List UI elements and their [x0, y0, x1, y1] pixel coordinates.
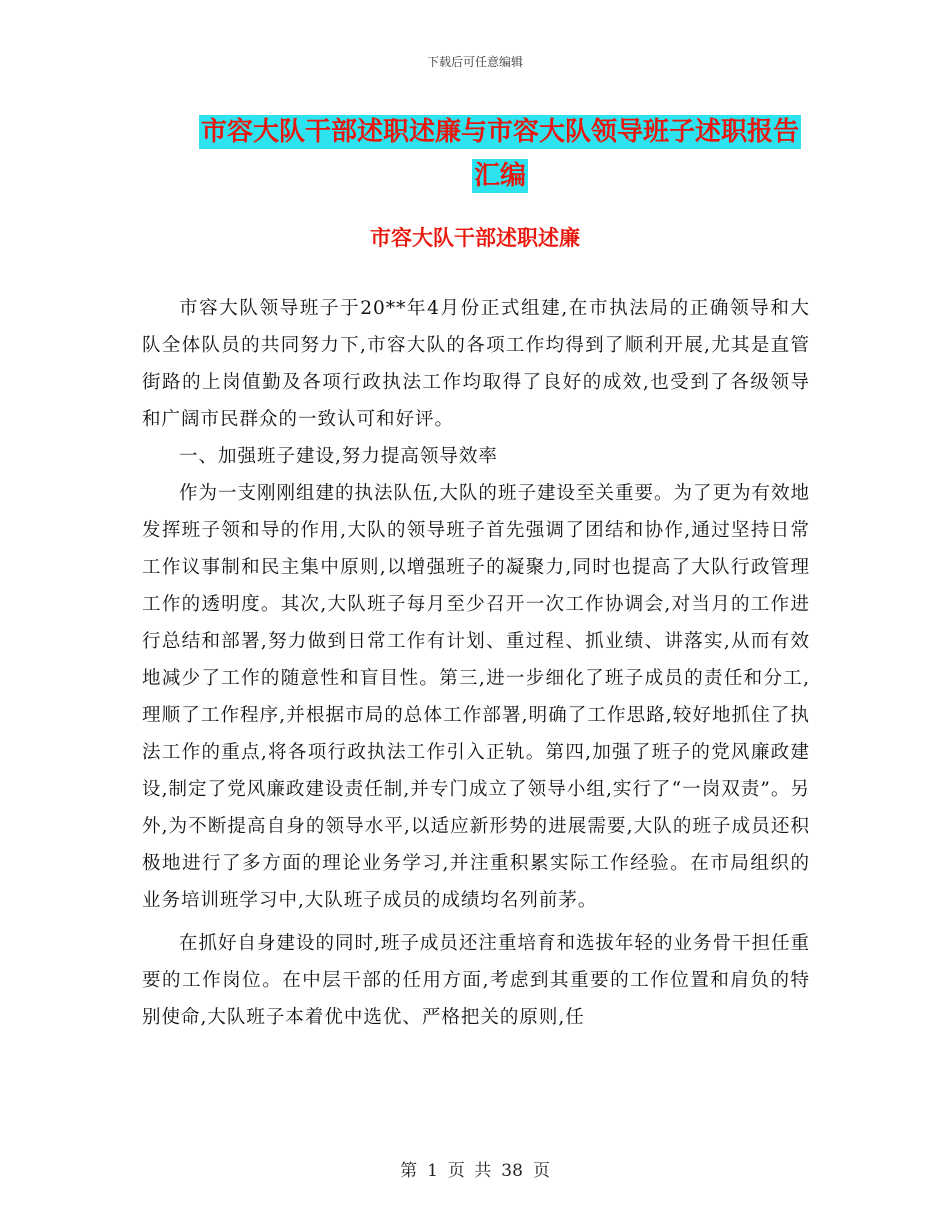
paragraph-heading-1: 一、加强班子建设,努力提高领导效率 [179, 446, 498, 467]
document-title-line-2: 汇编 [473, 161, 526, 191]
page-total: 38 [501, 1161, 523, 1181]
document-title-line-1: 市容大队干部述职述廉与市容大队领导班子述职报告 [200, 117, 799, 147]
document-body [142, 290, 810, 1036]
footer-prefix: 第 [400, 1161, 418, 1181]
footer-suffix: 页 [532, 1161, 550, 1181]
section-title: 市容大队干部述职述廉 [370, 226, 580, 250]
page-number: 1 [427, 1161, 438, 1181]
paragraph-intro: 市容大队领导班子于20**年4月份正式组建,在市执法局的正确领导和大队全体队员的共同努力下,市容大队的各项工作均得到了顺利开展,尤其是直管街路的上岗值勤及各项行政执法工作均取得了良好的成效,也受到了各级领导和广阔市民群众的一致认可和好评。 [142, 298, 810, 430]
paragraph-cadre-selection: 在抓好自身建设的同时,班子成员还注重培育和选拔年轻的业务骨干担任重要的工作岗位。在中层干部的任用方面,考虑到其重要的工作位置和肩负的特别使命,大队班子本着优中选优、严格把关的原则,任 [142, 933, 810, 1028]
page-footer [0, 1156, 950, 1181]
document-title [150, 110, 850, 198]
header-note: 下载后可任意编辑 [426, 55, 523, 69]
footer-middle: 页 共 [447, 1161, 492, 1181]
paragraph-team-building: 作为一支刚刚组建的执法队伍,大队的班子建设至关重要。为了更为有效地发挥班子领和导的作用,大队的领导班子首先强调了团结和协作,通过坚持日常工作议事制和民主集中原则,以增强班子的凝聚力,同时也提高了大队行政管理工作的透明度。其次,大队班子每月至少召开一次工作协调会,对当月的工作进行总结和部署,努力做到日常工作有计划、重过程、抓业绩、讲落实,从而有效地减少了工作的随意性和盲目性。第三,进一步细化了班子成员的责任和分工,理顺了工作程序,并根据市局的总体工作部署,明确了工作思路,较好地抓住了执法工作的重点,将各项行政执法工作引入正轨。第四,加强了班子的党风廉政建设,制定了党风廉政建设责任制,并专门成立了领导小组,实行了“一岗双责”。另外,为不断提高自身的领导水平,以适应新形势的进展需要,大队的班子成员还积极地进行了多方面的理论业务学习,并注重积累实际工作经验。在市局组织的业务培训班学习中,大队班子成员的成绩均名列前茅。 [142, 483, 810, 911]
